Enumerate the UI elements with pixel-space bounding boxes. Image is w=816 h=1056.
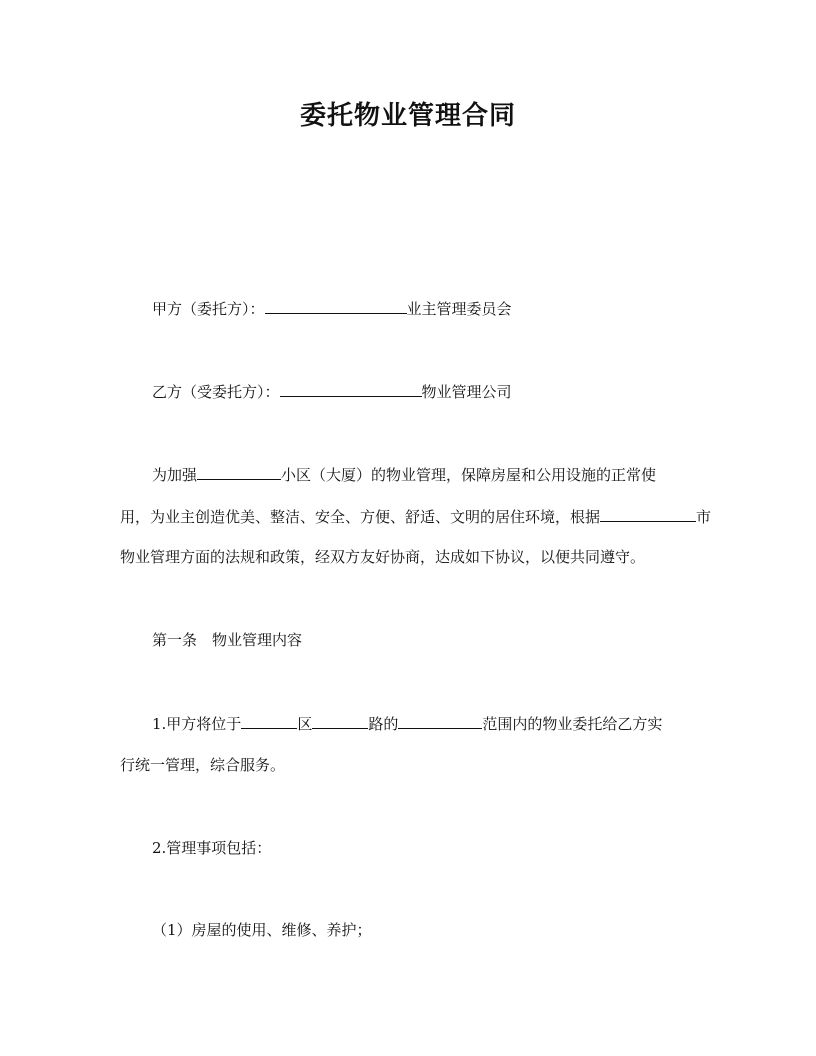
party-b-label: 乙方（受委托方）： [152,383,280,401]
city-name-blank [600,506,696,522]
preamble-l1-before: 为加强 [152,466,198,484]
preamble-l2-after: 市 [696,508,712,526]
district-blank [241,713,297,729]
item-1-part-2: 区 [297,715,313,733]
preamble-line-3: 物业管理方面的法规和政策，经双方友好协商，达成如下协议，以便共同遵守。 [120,548,646,566]
party-a-blank [265,298,407,314]
party-b-blank [280,381,422,397]
article-1-item-2: 2.管理事项包括： [152,839,272,857]
item-1-part-1: 1.甲方将位于 [152,715,242,733]
article-1-sub-item-1: （1）房屋的使用、维修、养护； [152,921,372,939]
scope-blank [398,713,482,729]
party-b-suffix: 物业管理公司 [421,383,512,401]
party-a-line [152,298,512,319]
article-1-heading: 第一条 物业管理内容 [152,631,303,649]
article-1-item-1-line-1 [152,713,662,734]
preamble-l1-after: 小区（大厦）的物业管理，保障房屋和公用设施的正常使 [281,466,657,484]
item-1-part-3: 路的 [368,715,399,733]
article-1-item-1-line-2: 行统一管理，综合服务。 [120,756,286,774]
preamble-line-1 [152,464,656,485]
party-b-line [152,381,512,402]
party-a-label: 甲方（委托方）： [152,300,265,318]
road-blank [312,713,368,729]
document-title: 委托物业管理合同 [299,101,516,131]
community-name-blank [197,464,281,480]
party-a-suffix: 业主管理委员会 [406,300,512,318]
preamble-l2-before: 用，为业主创造优美、整洁、安全、方便、舒适、文明的居住环境，根据 [120,508,601,526]
preamble-line-2 [120,506,712,527]
item-1-part-4: 范围内的物业委托给乙方实 [482,715,663,733]
